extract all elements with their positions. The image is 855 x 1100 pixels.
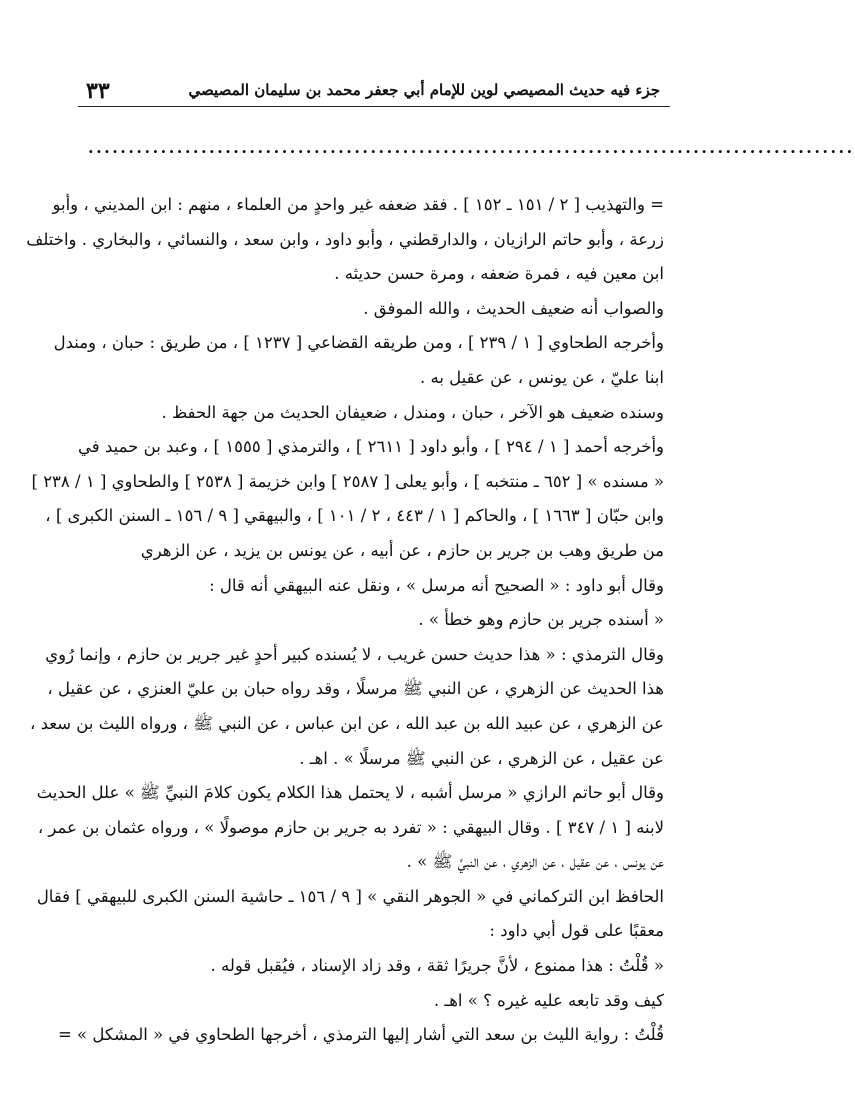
text-line: قُلْتُ : رواية الليث بن سعد التي أشار إليها الترمذي ، أخرجها الطحاوي في « المشكل » = [57,1025,664,1045]
header-divider [78,106,670,107]
text-line: لابنه [ ١ / ٣٤٧ ] . وقال البيهقي : « تفرد به جرير بن حازم موصولًا » ، ورواه عثمان بن عمر ، [37,817,664,837]
header-title: جزء فيه حديث المصيصي لوين للإمام أبي جعفر محمد بن سليمان المصيصي [188,81,660,99]
text-line: عن الزهري ، عن عبيد الله بن عبد الله ، عن ابن عباس ، عن النبي ﷺ ، ورواه الليث بن سعد ، [30,713,664,733]
text-line: وقال أبو حاتم الرازي « مرسل أشبه ، لا يحتمل هذا الكلام يكون كلامَ النبيِّ ﷺ » علل الحديث [36,783,664,803]
text-line: وسنده ضعيف هو الآخر ، حبان ، ومندل ، ضعيفان الحديث من جهة الحفظ . [161,402,664,422]
footnote-separator: ............................................................................................... [88,138,855,157]
text-line: زرعة ، وأبو حاتم الرازيان ، والدارقطني ، وأبو داود ، وابن سعد ، والنسائي ، والبخاري . واختلف [26,229,664,249]
text-line: « قُلْتُ : هذا ممنوع ، لأنَّ جريرًا ثقة ، وقد زاد الإسناد ، فيُقبل قوله . [210,956,664,976]
text-line: ابن معين فيه ، فمرة ضعفه ، ومرة حسن حديثه . [334,264,664,284]
text-line: وابن حبّان [ ١٦٦٣ ] ، والحاكم [ ١ / ٤٤٣ ، ٢ / ١٠١ ] ، والبيهقي [ ٩ / ١٥٦ ـ السنن الكبرى ] ، [45,506,664,526]
text-line: هذا الحديث عن الزهري ، عن النبي ﷺ مرسلًا ، وقد رواه حبان بن عليّ العنزي ، عن عقيل ، [47,679,664,699]
text-line: « مسنده » [ ٦٥٢ ـ منتخبه ] ، وأبو يعلى [ ٢٥٨٧ ] وابن خزيمة [ ٢٥٣٨ ] والطحاوي [ ١ / ٢٣٨ ] [31,471,664,491]
text-line: معقبًا على قول أبي داود : [489,921,664,941]
text-line: عن يونس ، عن عقيل ، عن الزهري ، عن النبيِّ ﷺ » . [406,852,664,872]
footnote-text [26,188,665,1053]
text-line: « أسنده جرير بن حازم وهو خطأ » . [418,610,664,630]
text-line: وأخرجه أحمد [ ١ / ٢٩٤ ] ، وأبو داود [ ٢٦١١ ] ، والترمذي [ ١٥٥٥ ] ، وعبد بن حميد في [78,437,665,457]
text-line: وقال الترمذي : « هذا حديث حسن غريب ، لا يُسنده كبير أحدٍ غير جرير بن حازم ، وإنما رُوي [45,644,664,664]
text-line: والصواب أنه ضعيف الحديث ، والله الموفق . [363,298,664,318]
running-header [80,72,660,108]
page-number: ٣٣ [86,78,110,104]
text-line: من طريق وهب بن جرير بن حازم ، عن أبيه ، عن يونس بن يزيد ، عن الزهري [140,540,664,560]
text-line: = والتهذيب [ ٢ / ١٥١ ـ ١٥٢ ] . فقد ضعفه غير واحدٍ من العلماء ، منهم : ابن المديني ، وأبو [52,195,664,214]
text-line: الحافظ ابن التركماني في « الجوهر النقي » [ ٩ / ١٥٦ ـ حاشية السنن الكبرى للبيهقي ] فقال [36,886,664,906]
text-line: ابنا عليّ ، عن يونس ، عن عقيل به . [419,367,664,387]
text-line: كيف وقد تابعه عليه غيره ؟ » اهـ . [433,990,664,1010]
text-line: وقال أبو داود : « الصحيح أنه مرسل » ، ونقل عنه البيهقي أنه قال : [209,575,664,595]
text-line: وأخرجه الطحاوي [ ١ / ٢٣٩ ] ، ومن طريقه القضاعي [ ١٢٣٧ ] ، من طريق : حبان ، ومندل [53,333,664,353]
text-line: عن عقيل ، عن الزهري ، عن النبي ﷺ مرسلًا » . اهـ . [299,748,664,768]
